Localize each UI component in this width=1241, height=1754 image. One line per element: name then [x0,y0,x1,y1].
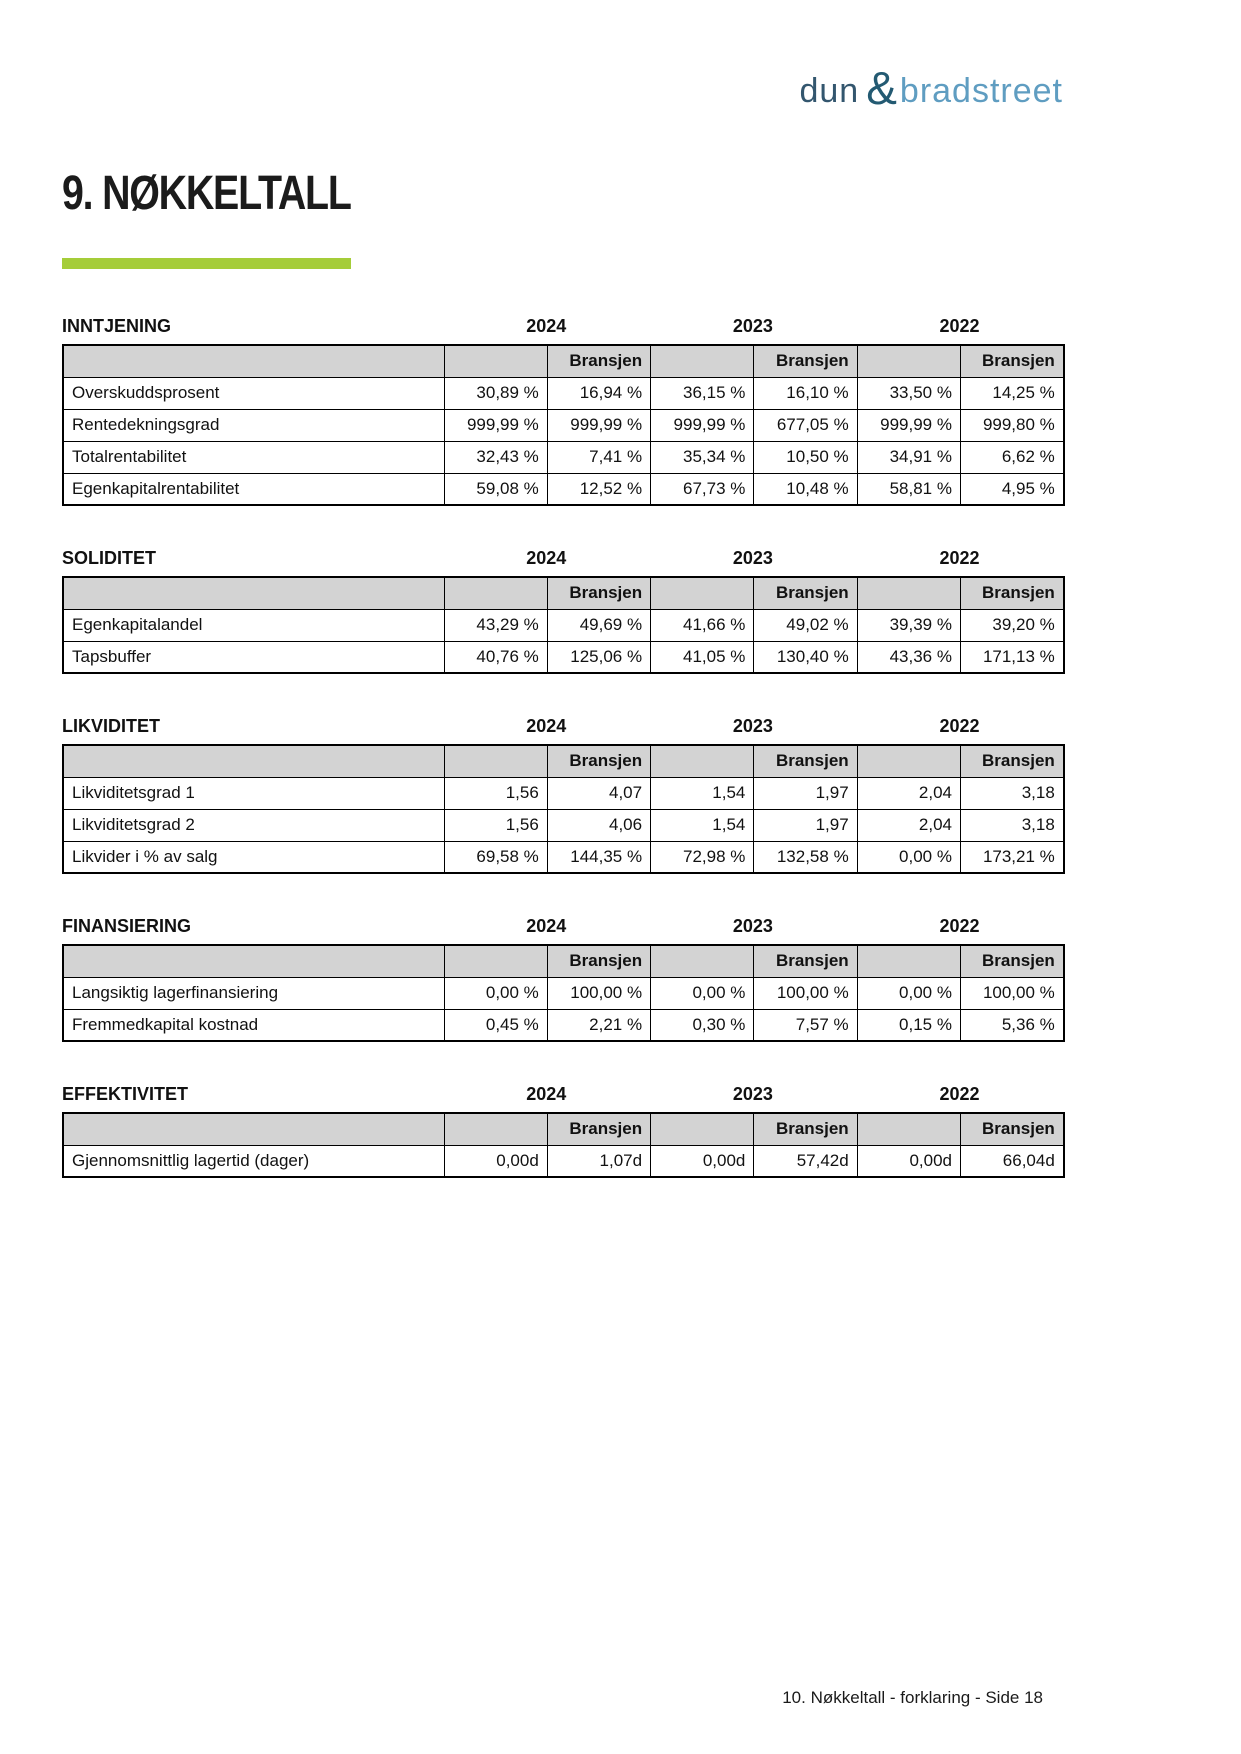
value-cell: 0,30 % [651,1009,754,1041]
row-label: Gjennomsnittlig lagertid (dager) [63,1145,444,1177]
value-cell: 4,95 % [960,473,1063,505]
year-header-2022: 2022 [939,1084,980,1104]
header-empty-cell [651,745,754,777]
section-soliditet [62,546,1063,674]
value-cell: 14,25 % [960,377,1063,409]
value-cell: 43,29 % [444,609,547,641]
page-title: 9. NØKKELTALL [62,167,351,220]
header-empty-cell [63,945,444,977]
value-cell: 999,99 % [547,409,650,441]
section-header [62,714,1063,744]
table-row [63,377,1064,409]
value-cell: 7,41 % [547,441,650,473]
value-cell: 999,99 % [857,409,960,441]
value-cell: 1,56 [444,777,547,809]
value-cell: 16,10 % [754,377,857,409]
tables-container [62,314,1063,1218]
year-header-2023: 2023 [732,916,773,936]
value-cell: 2,21 % [547,1009,650,1041]
year-header-2022: 2022 [939,548,980,568]
value-cell: 32,43 % [444,441,547,473]
value-cell: 3,18 [960,777,1063,809]
value-cell: 100,00 % [960,977,1063,1009]
value-cell: 40,76 % [444,641,547,673]
value-cell: 0,00 % [857,841,960,873]
bransjen-header: Bransjen [547,745,650,777]
bransjen-header: Bransjen [960,577,1063,609]
table-row [63,609,1064,641]
year-header-2023: 2023 [732,548,773,568]
year-header-2023: 2023 [732,316,773,336]
value-cell: 0,45 % [444,1009,547,1041]
table-row [63,473,1064,505]
header-empty-cell [444,345,547,377]
header-empty-cell [63,577,444,609]
value-cell: 12,52 % [547,473,650,505]
value-cell: 67,73 % [651,473,754,505]
table-effektivitet [62,1112,1065,1178]
value-cell: 3,18 [960,809,1063,841]
year-header-2022: 2022 [939,316,980,336]
section-likviditet [62,714,1063,874]
value-cell: 1,54 [651,809,754,841]
value-cell: 5,36 % [960,1009,1063,1041]
header-empty-cell [63,745,444,777]
value-cell: 7,57 % [754,1009,857,1041]
year-header-2024: 2024 [526,716,567,736]
year-header-2024: 2024 [526,916,567,936]
value-cell: 1,97 [754,777,857,809]
section-title: SOLIDITET [62,548,156,568]
header-empty-cell [651,1113,754,1145]
table-header-row [63,345,1064,377]
table-row [63,777,1064,809]
header-empty-cell [857,1113,960,1145]
value-cell: 49,69 % [547,609,650,641]
year-header-2023: 2023 [732,716,773,736]
dun-bradstreet-logo [799,62,1063,114]
bransjen-header: Bransjen [754,945,857,977]
bransjen-header: Bransjen [754,577,857,609]
value-cell: 34,91 % [857,441,960,473]
section-finansiering [62,914,1063,1042]
value-cell: 2,04 [857,809,960,841]
value-cell: 100,00 % [754,977,857,1009]
section-title: INNTJENING [62,316,172,336]
table-inntjening [62,344,1065,506]
header-empty-cell [651,577,754,609]
value-cell: 57,42d [754,1145,857,1177]
row-label: Totalrentabilitet [63,441,444,473]
section-title: LIKVIDITET [62,716,160,736]
header-empty-cell [651,345,754,377]
year-header-2024: 2024 [526,1084,567,1104]
value-cell: 16,94 % [547,377,650,409]
section-header [62,914,1063,944]
section-inntjening [62,314,1063,506]
value-cell: 0,00d [857,1145,960,1177]
header-empty-cell [857,345,960,377]
value-cell: 58,81 % [857,473,960,505]
value-cell: 999,99 % [651,409,754,441]
row-label: Rentedekningsgrad [63,409,444,441]
section-title: EFFEKTIVITET [62,1084,188,1104]
value-cell: 59,08 % [444,473,547,505]
table-soliditet [62,576,1065,674]
value-cell: 0,00d [444,1145,547,1177]
value-cell: 69,58 % [444,841,547,873]
bransjen-header: Bransjen [547,945,650,977]
value-cell: 999,99 % [444,409,547,441]
year-header-2024: 2024 [526,548,567,568]
value-cell: 0,00 % [651,977,754,1009]
row-label: Likvider i % av salg [63,841,444,873]
section-header [62,1082,1063,1112]
value-cell: 173,21 % [960,841,1063,873]
header-empty-cell [444,577,547,609]
header-empty-cell [857,745,960,777]
table-header-row [63,1113,1064,1145]
value-cell: 39,39 % [857,609,960,641]
row-label: Egenkapitalrentabilitet [63,473,444,505]
bransjen-header: Bransjen [960,745,1063,777]
section-header [62,546,1063,576]
value-cell: 1,56 [444,809,547,841]
logo-dun: dun [799,72,860,110]
value-cell: 41,05 % [651,641,754,673]
value-cell: 2,04 [857,777,960,809]
table-row [63,641,1064,673]
bransjen-header: Bransjen [547,577,650,609]
value-cell: 4,07 [547,777,650,809]
header-empty-cell [857,945,960,977]
table-row [63,441,1064,473]
table-header-row [63,577,1064,609]
value-cell: 0,15 % [857,1009,960,1041]
value-cell: 1,07d [547,1145,650,1177]
page-footer: 10. Nøkkeltall - forklaring - Side 18 [782,1688,1043,1707]
header-empty-cell [444,945,547,977]
value-cell: 43,36 % [857,641,960,673]
year-header-2023: 2023 [732,1084,773,1104]
bransjen-header: Bransjen [547,345,650,377]
header-empty-cell [444,745,547,777]
value-cell: 130,40 % [754,641,857,673]
value-cell: 49,02 % [754,609,857,641]
logo-ampersand-icon: & [866,62,897,114]
value-cell: 0,00d [651,1145,754,1177]
bransjen-header: Bransjen [960,345,1063,377]
value-cell: 72,98 % [651,841,754,873]
table-header-row [63,945,1064,977]
section-header [62,314,1063,344]
value-cell: 1,54 [651,777,754,809]
header-empty-cell [63,1113,444,1145]
value-cell: 144,35 % [547,841,650,873]
row-label: Fremmedkapital kostnad [63,1009,444,1041]
row-label: Egenkapitalandel [63,609,444,641]
table-header-row [63,745,1064,777]
header-empty-cell [63,345,444,377]
table-row [63,1145,1064,1177]
value-cell: 999,80 % [960,409,1063,441]
table-row [63,977,1064,1009]
value-cell: 6,62 % [960,441,1063,473]
value-cell: 33,50 % [857,377,960,409]
value-cell: 0,00 % [857,977,960,1009]
table-row [63,809,1064,841]
value-cell: 100,00 % [547,977,650,1009]
year-header-2024: 2024 [526,316,567,336]
title-accent-bar [62,258,351,269]
value-cell: 677,05 % [754,409,857,441]
row-label: Likviditetsgrad 1 [63,777,444,809]
section-title: FINANSIERING [62,916,192,936]
header-empty-cell [857,577,960,609]
table-row [63,841,1064,873]
value-cell: 39,20 % [960,609,1063,641]
table-finansiering [62,944,1065,1042]
value-cell: 171,13 % [960,641,1063,673]
row-label: Langsiktig lagerfinansiering [63,977,444,1009]
value-cell: 0,00 % [444,977,547,1009]
value-cell: 125,06 % [547,641,650,673]
value-cell: 66,04d [960,1145,1063,1177]
bransjen-header: Bransjen [754,1113,857,1145]
bransjen-header: Bransjen [960,1113,1063,1145]
year-header-2022: 2022 [939,716,980,736]
logo-bradstreet: bradstreet [899,72,1063,110]
header-empty-cell [651,945,754,977]
bransjen-header: Bransjen [754,345,857,377]
value-cell: 30,89 % [444,377,547,409]
table-likviditet [62,744,1065,874]
bransjen-header: Bransjen [547,1113,650,1145]
section-effektivitet [62,1082,1063,1178]
value-cell: 41,66 % [651,609,754,641]
value-cell: 10,50 % [754,441,857,473]
row-label: Overskuddsprosent [63,377,444,409]
value-cell: 10,48 % [754,473,857,505]
header-empty-cell [444,1113,547,1145]
value-cell: 4,06 [547,809,650,841]
bransjen-header: Bransjen [960,945,1063,977]
value-cell: 35,34 % [651,441,754,473]
value-cell: 132,58 % [754,841,857,873]
bransjen-header: Bransjen [754,745,857,777]
row-label: Likviditetsgrad 2 [63,809,444,841]
value-cell: 1,97 [754,809,857,841]
value-cell: 36,15 % [651,377,754,409]
row-label: Tapsbuffer [63,641,444,673]
table-row [63,409,1064,441]
table-row [63,1009,1064,1041]
year-header-2022: 2022 [939,916,980,936]
